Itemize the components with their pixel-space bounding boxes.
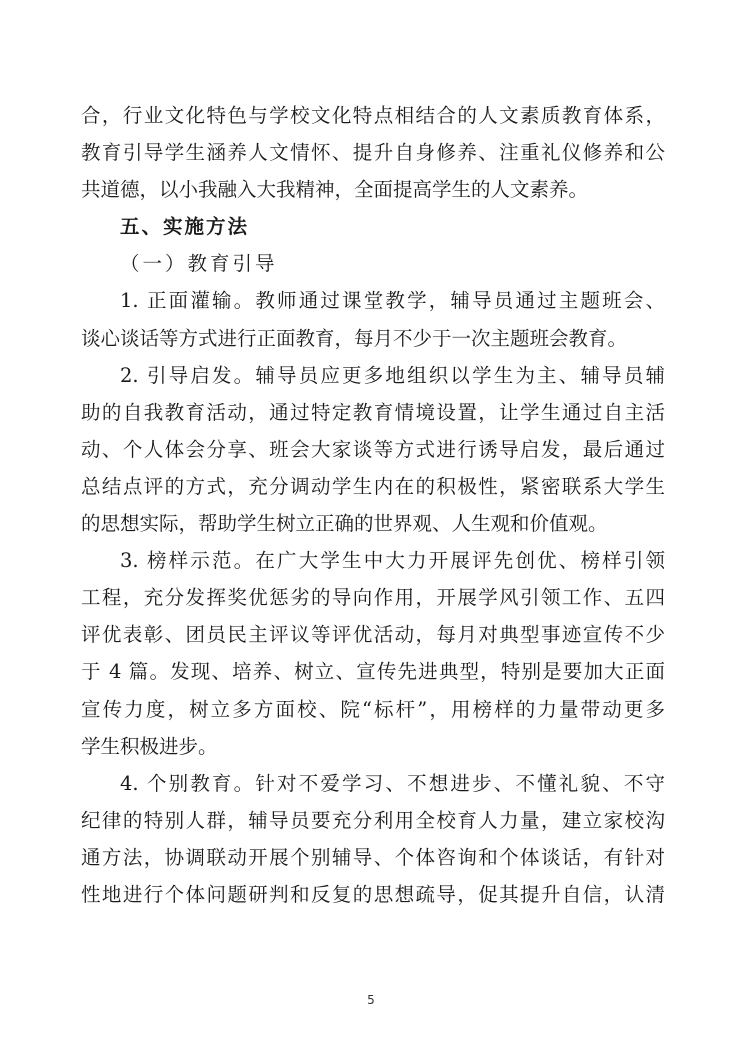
text-line: 2. 引导启发。辅导员应更多地组织以学生为主、辅导员辅	[120, 363, 665, 387]
section-heading	[81, 208, 665, 245]
text-line: 五、实施方法	[120, 215, 250, 239]
text-line: 总结点评的方式，充分调动学生内在的积极性，紧密联系大学生	[81, 474, 665, 498]
text-line: 工程，充分发挥奖优惩劣的导向作用，开展学风引领工作、五四	[81, 586, 665, 610]
document-body	[81, 97, 665, 913]
text-line: 助的自我教育活动，通过特定教育情境设置，让学生通过自主活	[81, 400, 665, 424]
text-line: 4. 个别教育。针对不爱学习、不想进步、不懂礼貌、不守	[120, 771, 665, 795]
text-line: 纪律的特别人群，辅导员要充分利用全校育人力量，建立家校沟	[81, 808, 665, 832]
paragraph	[81, 357, 665, 542]
text-line: 评优表彰、团员民主评议等评优活动，每月对典型事迹宣传不少	[81, 623, 665, 647]
page-number: 5	[367, 993, 375, 1007]
subsection-heading	[81, 245, 665, 282]
text-line: 性地进行个体问题研判和反复的思想疏导，促其提升自信，认清	[81, 882, 665, 906]
text-line: （一）教育引导	[120, 252, 278, 276]
text-line: 于 4 篇。发现、培养、树立、宣传先进典型，特别是要加大正面	[81, 660, 665, 684]
text-line: 3. 榜样示范。在广大学生中大力开展评先创优、榜样引领	[120, 549, 665, 573]
text-line: 通方法，协调联动开展个别辅导、个体咨询和个体谈话，有针对	[81, 845, 665, 869]
text-line: 动、个人体会分享、班会大家谈等方式进行诱导启发，最后通过	[81, 437, 665, 461]
text-line: 的思想实际，帮助学生树立正确的世界观、人生观和价值观。	[81, 512, 608, 536]
text-line: 学生积极进步。	[81, 734, 218, 758]
text-line: 教育引导学生涵养人文情怀、提升自身修养、注重礼仪修养和公	[81, 141, 665, 165]
text-line: 合，行业文化特色与学校文化特点相结合的人文素质教育体系，	[81, 104, 665, 127]
text-line: 宣传力度，树立多方面校、院“标杆”，用榜样的力量带动更多	[81, 697, 665, 721]
paragraph	[81, 765, 665, 913]
paragraph	[81, 542, 665, 765]
text-line: 共道德，以小我融入大我精神，全面提高学生的人文素养。	[81, 178, 589, 202]
paragraph	[81, 282, 665, 356]
paragraph	[81, 97, 665, 208]
text-line: 1. 正面灌输。教师通过课堂教学，辅导员通过主题班会、	[120, 289, 665, 313]
text-line: 谈心谈话等方式进行正面教育，每月不少于一次主题班会教育。	[81, 326, 628, 350]
